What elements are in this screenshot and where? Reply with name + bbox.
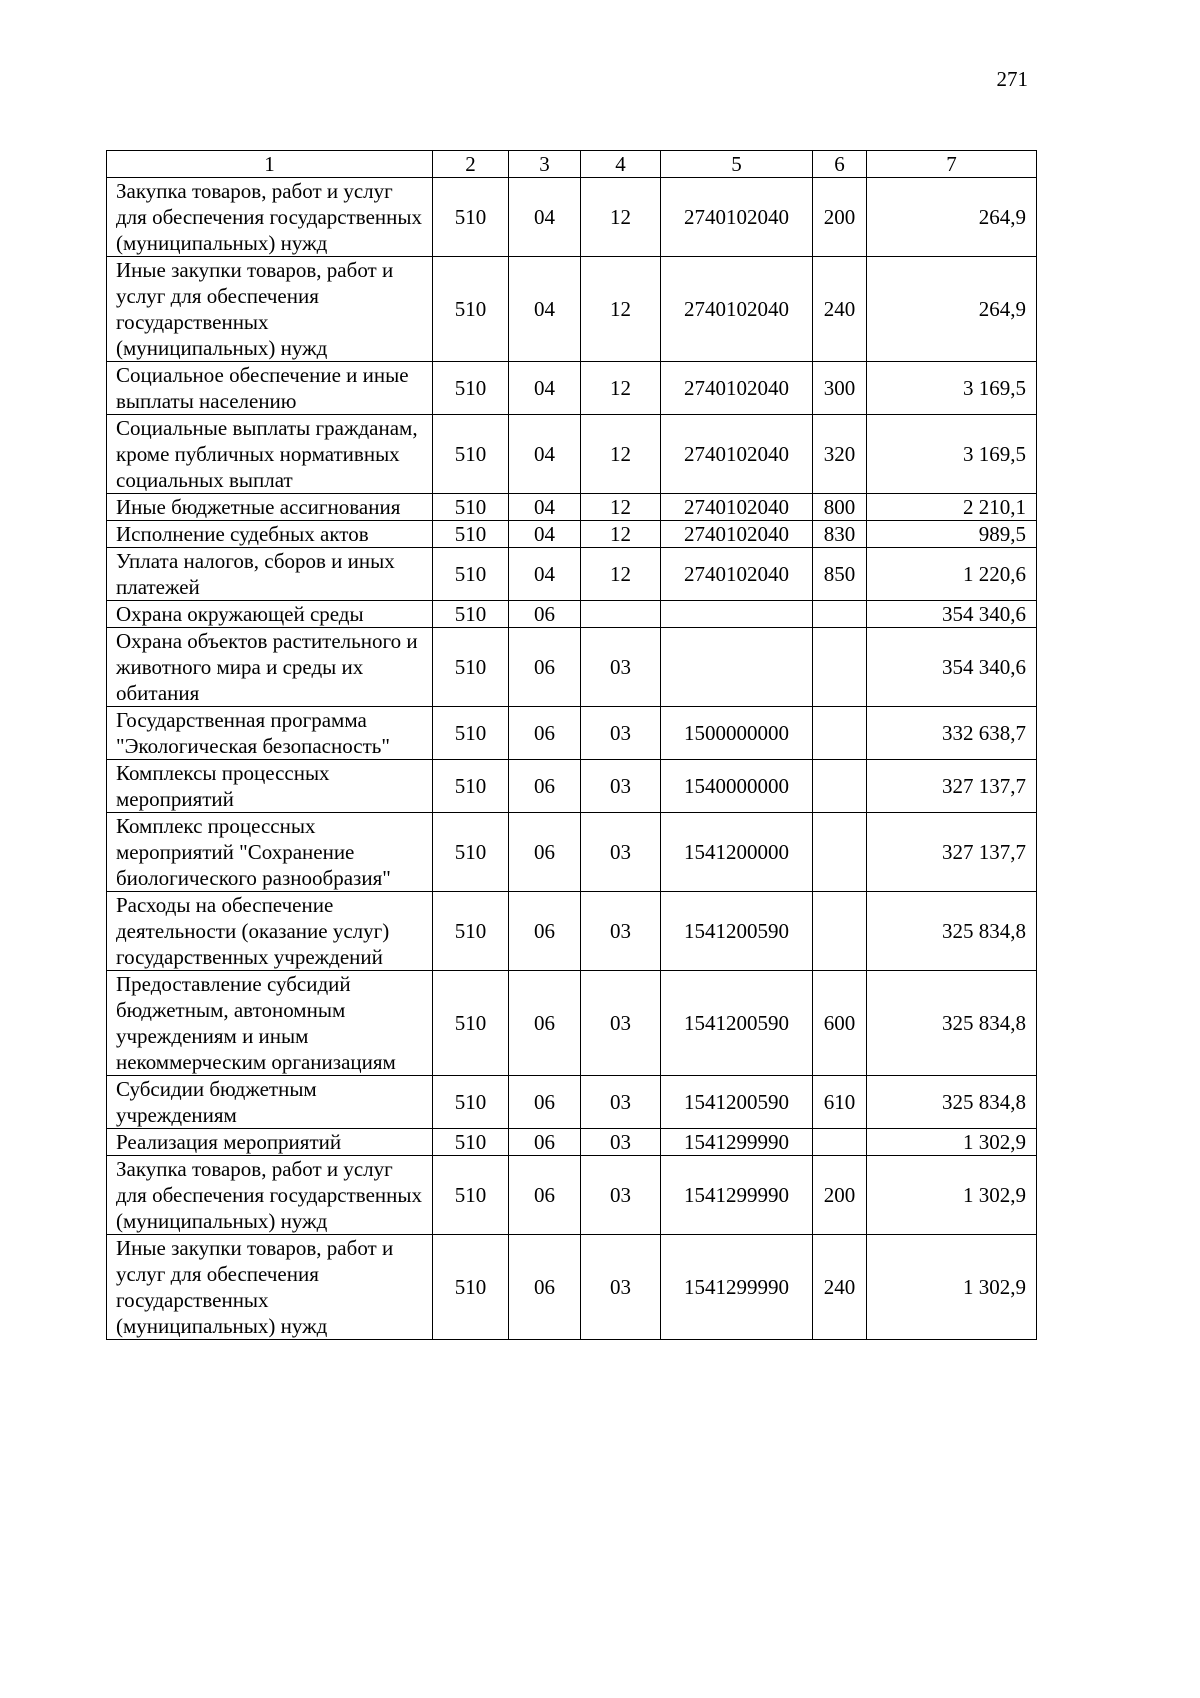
row-code-cell: 510 [433,628,509,707]
row-target-article-cell: 2740102040 [661,362,813,415]
row-code-cell: 510 [433,1129,509,1156]
table-row [107,813,1037,892]
row-code-cell: 510 [433,813,509,892]
row-section-cell: 06 [509,813,581,892]
row-expense-type-cell: 830 [813,521,867,548]
header-row [107,151,1037,178]
row-subsection-cell: 03 [581,813,661,892]
row-target-article-cell [661,601,813,628]
row-code-cell: 510 [433,548,509,601]
table-row [107,178,1037,257]
row-target-article-cell: 1541299990 [661,1156,813,1235]
row-subsection-cell: 03 [581,707,661,760]
row-amount-cell: 354 340,6 [867,628,1037,707]
row-subsection-cell: 03 [581,760,661,813]
row-target-article-cell: 2740102040 [661,521,813,548]
row-section-cell: 04 [509,257,581,362]
row-name-cell: Иные закупки товаров, работ и услуг для обеспечения государственных (муниципальных) нужд [107,257,433,362]
row-target-article-cell: 2740102040 [661,257,813,362]
row-section-cell: 06 [509,760,581,813]
row-expense-type-cell: 200 [813,1156,867,1235]
table-row [107,548,1037,601]
row-subsection-cell: 03 [581,628,661,707]
row-subsection-cell: 12 [581,548,661,601]
row-name-cell: Социальные выплаты гражданам, кроме публичных нормативных социальных выплат [107,415,433,494]
row-target-article-cell: 1541200000 [661,813,813,892]
row-name-cell: Социальное обеспечение и иные выплаты населению [107,362,433,415]
row-code-cell: 510 [433,892,509,971]
row-target-article-cell: 1541299990 [661,1235,813,1340]
row-name-cell: Комплекс процессных мероприятий "Сохранение биологического разнообразия" [107,813,433,892]
row-expense-type-cell [813,760,867,813]
row-name-cell: Уплата налогов, сборов и иных платежей [107,548,433,601]
table-row [107,892,1037,971]
row-target-article-cell: 1500000000 [661,707,813,760]
row-amount-cell: 325 834,8 [867,971,1037,1076]
row-expense-type-cell: 320 [813,415,867,494]
row-subsection-cell: 03 [581,971,661,1076]
table-row [107,601,1037,628]
row-amount-cell: 325 834,8 [867,892,1037,971]
row-subsection-cell: 12 [581,257,661,362]
column-header: 3 [509,151,581,178]
column-header: 1 [107,151,433,178]
row-amount-cell: 325 834,8 [867,1076,1037,1129]
row-target-article-cell: 1540000000 [661,760,813,813]
row-target-article-cell: 1541200590 [661,971,813,1076]
row-expense-type-cell [813,1129,867,1156]
table-row [107,415,1037,494]
row-subsection-cell: 12 [581,362,661,415]
row-target-article-cell: 2740102040 [661,415,813,494]
table-row [107,1129,1037,1156]
row-code-cell: 510 [433,415,509,494]
table-row [107,628,1037,707]
row-name-cell: Охрана объектов растительного и животного мира и среды их обитания [107,628,433,707]
row-code-cell: 510 [433,1156,509,1235]
row-target-article-cell: 2740102040 [661,494,813,521]
row-section-cell: 06 [509,707,581,760]
budget-table [106,150,1037,1340]
row-amount-cell: 332 638,7 [867,707,1037,760]
row-target-article-cell: 2740102040 [661,178,813,257]
row-name-cell: Закупка товаров, работ и услуг для обеспечения государственных (муниципальных) нужд [107,1156,433,1235]
row-expense-type-cell: 610 [813,1076,867,1129]
row-expense-type-cell: 850 [813,548,867,601]
row-name-cell: Охрана окружающей среды [107,601,433,628]
row-expense-type-cell: 240 [813,257,867,362]
row-amount-cell: 327 137,7 [867,813,1037,892]
row-name-cell: Предоставление субсидий бюджетным, автономным учреждениям и иным некоммерческим организациям [107,971,433,1076]
row-expense-type-cell [813,707,867,760]
row-subsection-cell: 03 [581,1235,661,1340]
table-row [107,521,1037,548]
row-subsection-cell [581,601,661,628]
row-expense-type-cell: 300 [813,362,867,415]
row-code-cell: 510 [433,971,509,1076]
row-expense-type-cell: 240 [813,1235,867,1340]
row-amount-cell: 264,9 [867,178,1037,257]
row-target-article-cell: 1541200590 [661,892,813,971]
row-amount-cell: 1 220,6 [867,548,1037,601]
column-header: 4 [581,151,661,178]
column-header: 5 [661,151,813,178]
column-header: 2 [433,151,509,178]
row-subsection-cell: 12 [581,494,661,521]
row-subsection-cell: 03 [581,1129,661,1156]
row-amount-cell: 2 210,1 [867,494,1037,521]
row-expense-type-cell: 800 [813,494,867,521]
row-section-cell: 06 [509,1156,581,1235]
column-header: 7 [867,151,1037,178]
row-expense-type-cell: 200 [813,178,867,257]
row-section-cell: 06 [509,892,581,971]
row-code-cell: 510 [433,1235,509,1340]
row-expense-type-cell [813,813,867,892]
table-row [107,362,1037,415]
row-section-cell: 04 [509,494,581,521]
row-section-cell: 04 [509,548,581,601]
row-name-cell: Иные закупки товаров, работ и услуг для обеспечения государственных (муниципальных) нужд [107,1235,433,1340]
row-code-cell: 510 [433,362,509,415]
row-name-cell: Субсидии бюджетным учреждениям [107,1076,433,1129]
row-expense-type-cell [813,601,867,628]
row-expense-type-cell [813,892,867,971]
table-row [107,1235,1037,1340]
row-subsection-cell: 12 [581,178,661,257]
row-target-article-cell: 1541200590 [661,1076,813,1129]
row-code-cell: 510 [433,178,509,257]
row-section-cell: 04 [509,521,581,548]
row-amount-cell: 327 137,7 [867,760,1037,813]
row-name-cell: Государственная программа "Экологическая безопасность" [107,707,433,760]
row-amount-cell: 264,9 [867,257,1037,362]
row-name-cell: Комплексы процессных мероприятий [107,760,433,813]
row-section-cell: 06 [509,601,581,628]
row-code-cell: 510 [433,707,509,760]
row-section-cell: 04 [509,415,581,494]
table-row [107,707,1037,760]
row-expense-type-cell [813,628,867,707]
row-amount-cell: 3 169,5 [867,415,1037,494]
table-row [107,971,1037,1076]
row-code-cell: 510 [433,494,509,521]
row-target-article-cell: 2740102040 [661,548,813,601]
row-amount-cell: 3 169,5 [867,362,1037,415]
row-subsection-cell: 03 [581,1156,661,1235]
row-name-cell: Реализация мероприятий [107,1129,433,1156]
row-name-cell: Исполнение судебных актов [107,521,433,548]
row-target-article-cell: 1541299990 [661,1129,813,1156]
row-code-cell: 510 [433,257,509,362]
page-number: 271 [996,67,1028,91]
row-name-cell: Иные бюджетные ассигнования [107,494,433,521]
row-code-cell: 510 [433,1076,509,1129]
row-code-cell: 510 [433,601,509,628]
table-row [107,494,1037,521]
column-header: 6 [813,151,867,178]
row-target-article-cell [661,628,813,707]
row-amount-cell: 1 302,9 [867,1235,1037,1340]
row-section-cell: 06 [509,1129,581,1156]
row-amount-cell: 989,5 [867,521,1037,548]
row-section-cell: 06 [509,971,581,1076]
row-name-cell: Расходы на обеспечение деятельности (оказание услуг) государственных учреждений [107,892,433,971]
row-amount-cell: 1 302,9 [867,1129,1037,1156]
row-section-cell: 04 [509,362,581,415]
table-row [107,1076,1037,1129]
row-subsection-cell: 12 [581,415,661,494]
row-amount-cell: 354 340,6 [867,601,1037,628]
table-row [107,257,1037,362]
row-section-cell: 06 [509,1076,581,1129]
row-section-cell: 04 [509,178,581,257]
row-expense-type-cell: 600 [813,971,867,1076]
row-code-cell: 510 [433,760,509,813]
row-subsection-cell: 03 [581,892,661,971]
row-subsection-cell: 12 [581,521,661,548]
row-subsection-cell: 03 [581,1076,661,1129]
row-amount-cell: 1 302,9 [867,1156,1037,1235]
row-code-cell: 510 [433,521,509,548]
row-section-cell: 06 [509,1235,581,1340]
row-name-cell: Закупка товаров, работ и услуг для обеспечения государственных (муниципальных) нужд [107,178,433,257]
table-row [107,760,1037,813]
row-section-cell: 06 [509,628,581,707]
table-row [107,1156,1037,1235]
